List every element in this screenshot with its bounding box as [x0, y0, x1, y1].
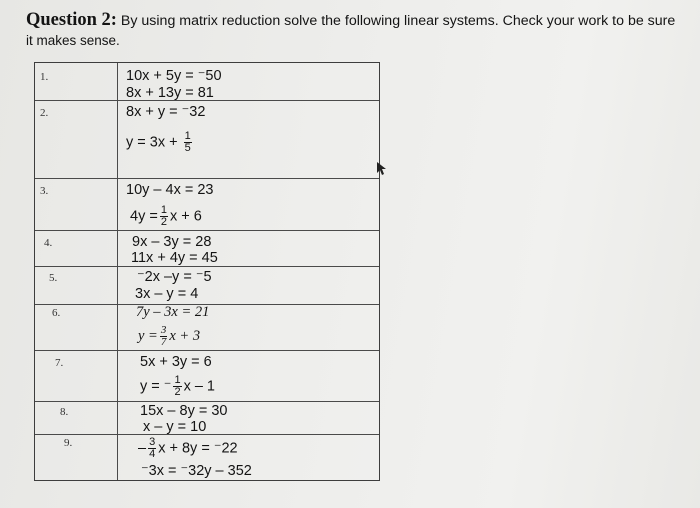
fraction-denominator: 2 [160, 216, 167, 228]
equation: 8x + 13y = 81 [126, 85, 214, 101]
problem-number: 1. [40, 71, 49, 83]
equation: 9x – 3y = 28 [132, 234, 212, 250]
mouse-cursor-icon [377, 162, 387, 176]
equation: 5x + 3y = 6 [140, 354, 212, 370]
fraction [160, 205, 168, 228]
row-divider [35, 350, 379, 351]
equation-text: x + 3 [169, 327, 201, 344]
equation [138, 325, 200, 348]
problem-number: 9. [64, 437, 73, 449]
row-divider [35, 434, 379, 435]
problem-number: 3. [40, 185, 49, 197]
question-heading [26, 11, 700, 50]
problem-number: 4. [44, 237, 53, 249]
equation-text: x + 8y = ⁻22 [158, 440, 238, 457]
fraction-denominator: 5 [184, 142, 191, 154]
equation: 7y – 3x = 21 [136, 304, 210, 320]
problem-number: 6. [52, 307, 61, 319]
fraction-denominator: 2 [174, 386, 181, 398]
fraction [184, 131, 192, 154]
equation-text: y = 3x + [126, 134, 178, 151]
equation-text: y = ⁻ [140, 378, 172, 395]
equation [130, 205, 202, 228]
equation: 3x – y = 4 [135, 286, 199, 302]
equation [126, 131, 194, 154]
equation: 15x – 8y = 30 [140, 403, 228, 419]
equation-text: x – 1 [183, 378, 215, 395]
equation: 11x + 4y = 45 [131, 250, 218, 266]
column-divider [117, 63, 118, 480]
fraction [148, 437, 156, 460]
fraction-numerator: 3 [160, 324, 167, 336]
row-divider [35, 230, 379, 231]
row-divider [35, 266, 379, 267]
equation-text: 4y = [130, 208, 158, 225]
equation: x – y = 10 [143, 419, 207, 435]
fraction [160, 325, 168, 348]
problem-number: 8. [60, 406, 69, 418]
equation: ⁻3x = ⁻32y – 352 [141, 463, 252, 479]
equation: ⁻2x –y = ⁻5 [137, 269, 212, 285]
fraction [173, 375, 181, 398]
fraction-numerator: 1 [160, 204, 167, 216]
problem-number: 2. [40, 107, 49, 119]
equation: 10x + 5y = ⁻50 [126, 68, 222, 84]
problem-number: 7. [55, 357, 64, 369]
fraction-denominator: 7 [160, 336, 167, 348]
fraction-numerator: 1 [184, 130, 191, 142]
problem-number: 5. [49, 272, 58, 284]
equation-text: x + 6 [169, 208, 202, 225]
question-text-continued: it makes sense. [26, 33, 120, 48]
row-divider [35, 401, 379, 402]
equation: 8x + y = ⁻32 [126, 104, 206, 120]
question-label: Question 2: [26, 10, 117, 30]
problems-table [34, 62, 380, 481]
fraction-denominator: 4 [149, 448, 156, 460]
equation [138, 437, 238, 460]
equation: 10y – 4x = 23 [126, 182, 214, 198]
equation [140, 375, 215, 398]
row-divider [35, 178, 379, 179]
question-text: By using matrix reduction solve the following linear systems. Check your work to be sure [120, 13, 676, 29]
equation-text: – [138, 440, 147, 457]
fraction-numerator: 1 [174, 374, 181, 386]
equation-text: y = [138, 327, 158, 344]
fraction-numerator: 3 [149, 436, 156, 448]
